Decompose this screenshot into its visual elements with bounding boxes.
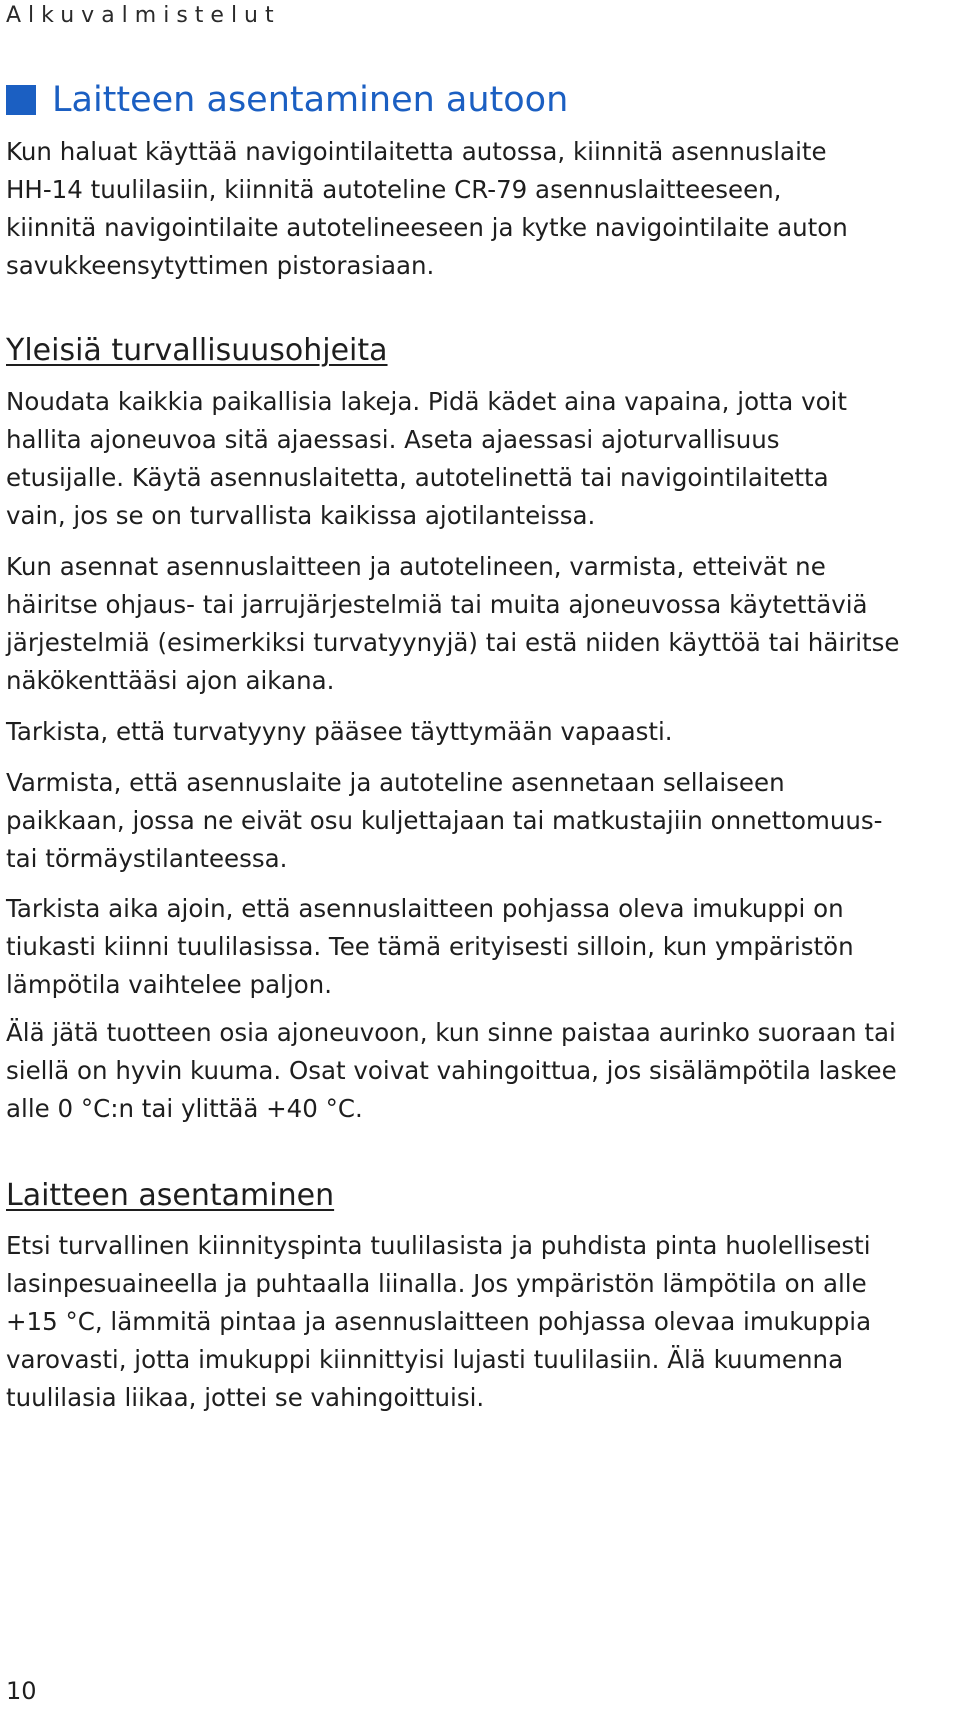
intro-paragraph [6, 133, 954, 285]
safety-paragraph-laws [6, 383, 954, 535]
paragraph-line: vain, jos se on turvallista kaikissa ajotilanteissa. [6, 501, 596, 530]
paragraph-line: näkökenttääsi ajon aikana. [6, 666, 335, 695]
paragraph-line: lämpötila vaihtelee paljon. [6, 970, 333, 999]
intro-line: Kun haluat käyttää navigointilaitetta autossa, kiinnitä asennuslaite [6, 137, 827, 166]
paragraph-line: +15 °C, lämmitä pintaa ja asennuslaitteen pohjassa olevaa imukuppia [6, 1307, 872, 1336]
paragraph-line: siellä on hyvin kuuma. Osat voivat vahingoittua, jos sisälämpötila laskee [6, 1056, 897, 1085]
paragraph-line: Tarkista aika ajoin, että asennuslaitteen pohjassa oleva imukuppi on [6, 894, 844, 923]
intro-line: kiinnitä navigointilaite autotelineeseen ja kytke navigointilaite auton [6, 213, 848, 242]
paragraph-line: hallita ajoneuvoa sitä ajaessasi. Aseta ajaessasi ajoturvallisuus [6, 425, 780, 454]
safety-paragraph-mounting [6, 548, 954, 700]
title-row [6, 78, 568, 122]
paragraph-line: Etsi turvallinen kiinnityspinta tuulilasista ja puhdista pinta huolellisesti [6, 1231, 871, 1260]
installation-heading: Laitteen asentaminen [6, 1178, 335, 1213]
title-bullet-square [6, 85, 36, 115]
installation-paragraph [6, 1227, 954, 1417]
paragraph-line: tuulilasia liikaa, jottei se vahingoittuisi. [6, 1383, 485, 1412]
paragraph-line: alle 0 °C:n tai ylittää +40 °C. [6, 1094, 363, 1123]
paragraph-line: tai törmäystilanteessa. [6, 844, 288, 873]
page-number: 10 [6, 1677, 37, 1705]
paragraph-line: lasinpesuaineella ja puhtaalla liinalla. Jos ympäristön lämpötila on alle [6, 1269, 867, 1298]
paragraph-line: Tarkista, että turvatyyny pääsee täyttymään vapaasti. [6, 717, 673, 746]
intro-line: HH-14 tuulilasiin, kiinnitä autoteline CR-79 asennuslaitteeseen, [6, 175, 782, 204]
paragraph-line: etusijalle. Käytä asennuslaitetta, autotelinettä tai navigointilaitetta [6, 463, 829, 492]
safety-paragraph-airbag [6, 713, 954, 751]
paragraph-line: Noudata kaikkia paikallisia lakeja. Pidä kädet aina vapaina, jotta voit [6, 387, 847, 416]
paragraph-line: häiritse ohjaus- tai jarrujärjestelmiä tai muita ajoneuvossa käytettäviä [6, 590, 868, 619]
paragraph-line: varovasti, jotta imukuppi kiinnittyisi lujasti tuulilasiin. Älä kuumenna [6, 1345, 844, 1374]
paragraph-line: tiukasti kiinni tuulilasissa. Tee tämä erityisesti silloin, kun ympäristön [6, 932, 854, 961]
running-header: Alkuvalmistelut [6, 3, 281, 28]
paragraph-line: järjestelmiä (esimerkiksi turvatyynyjä) tai estä niiden käyttöä tai häiritse [6, 628, 900, 657]
page-title: Laitteen asentaminen autoon [52, 80, 569, 120]
paragraph-line: Älä jätä tuotteen osia ajoneuvoon, kun sinne paistaa aurinko suoraan tai [6, 1018, 896, 1047]
safety-heading: Yleisiä turvallisuusohjeita [6, 333, 388, 368]
safety-paragraph-suction-cup [6, 890, 954, 1004]
paragraph-line: Varmista, että asennuslaite ja autoteline asennetaan sellaiseen [6, 768, 785, 797]
safety-paragraph-placement [6, 764, 954, 878]
paragraph-line: Kun asennat asennuslaitteen ja autotelineen, varmista, etteivät ne [6, 552, 826, 581]
safety-paragraph-heat [6, 1014, 954, 1128]
paragraph-line: paikkaan, jossa ne eivät osu kuljettajaan tai matkustajiin onnettomuus- [6, 806, 883, 835]
intro-line: savukkeensytyttimen pistorasiaan. [6, 251, 435, 280]
